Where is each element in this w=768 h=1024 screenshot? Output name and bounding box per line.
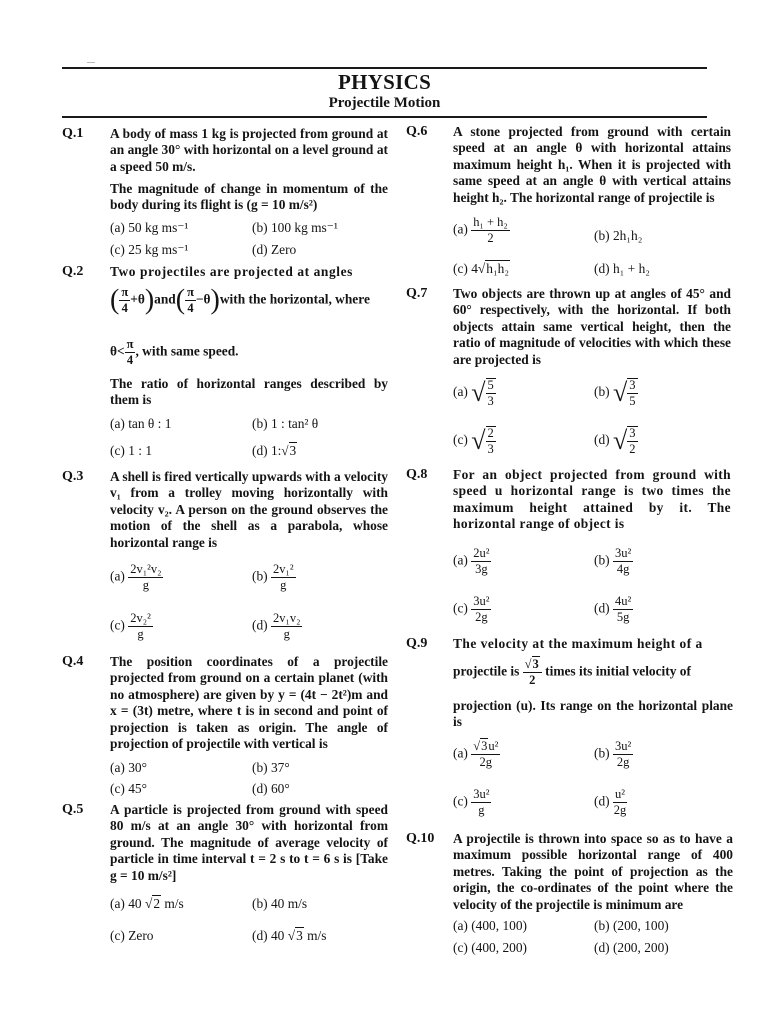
- header-top-rule: [62, 67, 707, 69]
- question-stem: The velocity at the maximum height of a: [453, 636, 703, 651]
- option-b: (b) $\frac{\text{3u²}}{4g}$: [594, 546, 632, 576]
- question-stem-continued: The magnitude of change in momentum of the body during its flight is (g = 10 m/s²): [110, 181, 388, 213]
- option-a: (a) √ $\frac{5}{3}$: [453, 378, 494, 408]
- option-c: (c) 4√h₁h₂: [453, 261, 509, 276]
- question-3: [62, 469, 390, 649]
- option-b: (b) 2h₁h₂: [594, 228, 643, 243]
- option-a: (a) $\frac{\text{2v₁²v₂}}{g}$: [110, 562, 162, 592]
- question-stem-continued: The ratio of horizontal ranges described by them is: [110, 376, 388, 408]
- velocity-ratio: projectile is $\frac{√3}{2}$ times its initial velocity of: [453, 657, 691, 687]
- question-stem-continued: projection (u). Its range on the horizontal plane is: [453, 698, 733, 730]
- question-9: [406, 636, 736, 826]
- option-c: (c) (400, 200): [453, 940, 527, 955]
- question-7: [406, 286, 736, 466]
- option-d: (d) 1:√3: [252, 443, 297, 458]
- option-c: (c) 25 kg ms⁻¹: [110, 242, 189, 257]
- question-5: [62, 802, 390, 952]
- question-number: Q.9: [406, 636, 428, 651]
- option-a: (a) $\frac{\text{√3u²}}{2g}$: [453, 739, 499, 769]
- option-d: (d) 60°: [252, 781, 290, 796]
- question-number: Q.6: [406, 124, 428, 139]
- question-stem: A projectile is thrown into space so as to have a maximum possible horizontal range of 400 metres. Taking the point of projection as the origin, the co-ordinates of the point where the velocity of the projectile is minimum are: [453, 831, 733, 912]
- question-10: [406, 831, 736, 961]
- option-c: (c) $\frac{\text{3u²}}{g}$: [453, 787, 490, 817]
- fraction: $\frac{\pi}{4}$: [187, 285, 194, 315]
- option-b: (b) 1 : tan² θ: [252, 416, 319, 431]
- option-a: (a) 50 kg ms⁻¹: [110, 220, 189, 235]
- angle-condition: θ< $\frac{\pi}{4}$ , with same speed.: [110, 337, 239, 367]
- question-stem: A shell is fired vertically upwards with a velocity v₁ from a trolley moving horizontally with velocity v₂. A person on the ground observes the motion of the shell as a parabola, whose horizontal range is: [110, 469, 388, 550]
- question-number: Q.2: [62, 264, 84, 279]
- option-b: (b) 100 kg ms⁻¹: [252, 220, 338, 235]
- option-d: (d) $\frac{\text{2v₁v₂}}{g}$: [252, 611, 301, 641]
- option-d: (d) √ $\frac{3}{2}$: [594, 426, 636, 456]
- option-c: (c) $\frac{\text{3u²}}{2g}$: [453, 594, 490, 624]
- option-c: (c) √ $\frac{2}{3}$: [453, 426, 494, 456]
- option-c: (c) Zero: [110, 928, 154, 943]
- option-a: (a) 40 √2 m/s: [110, 896, 184, 911]
- option-b: (b) $\frac{\text{2v₁²}}{g}$: [252, 562, 294, 592]
- angle-expression: ( $\frac{\pi}{4}$ +θ)and( $\frac{\pi}{4}$ −θ)with the horizontal, where: [110, 284, 370, 316]
- option-b: (b) $\frac{\text{3u²}}{2g}$: [594, 739, 632, 769]
- option-c: (c) $\frac{\text{2v₂²}}{g}$: [110, 611, 151, 641]
- question-number: Q.10: [406, 831, 435, 846]
- question-number: Q.4: [62, 654, 84, 669]
- option-d: (d) 40 √3 m/s: [252, 928, 327, 943]
- scan-artifact: [87, 62, 95, 63]
- header-bottom-rule: [62, 116, 707, 118]
- subject-title: PHYSICS: [337, 70, 432, 94]
- fraction: $\frac{\pi}{4}$: [121, 285, 129, 315]
- question-4: [62, 654, 390, 799]
- question-6: [406, 124, 736, 284]
- option-d: (d) $\frac{\text{u²}}{2g}$: [594, 787, 627, 817]
- question-stem: Two projectiles are projected at angles: [110, 264, 353, 279]
- option-a: (a) $\frac{\text{h₁ + h₂}}{2}$: [453, 215, 508, 245]
- question-stem: A particle is projected from ground with speed 80 m/s at an angle 30° with horizontal from ground. The magnitude of average velocity of particle in time interval t = 2 s to t = 6 s is [Take g = 10 m/s²]: [110, 802, 388, 883]
- option-c: (c) 1 : 1: [110, 443, 153, 458]
- question-8: [406, 467, 736, 637]
- question-1: [62, 126, 390, 261]
- option-d: (d) (200, 200): [594, 940, 669, 955]
- question-stem: For an object projected from ground with speed u horizontal range is two times the maximum height attained by it. The horizontal range of object is: [453, 467, 731, 532]
- question-stem: Two objects are thrown up at angles of 45° and 60° respectively, with the horizontal. If both objects attain same vertical height, then the ratio of magnitude of velocities with which these are projected is: [453, 286, 731, 367]
- option-d: (d) $\frac{\text{4u²}}{5g}$: [594, 594, 632, 624]
- question-2: [62, 264, 390, 464]
- fraction: $\frac{\pi}{4}$: [126, 337, 134, 367]
- question-stem: A body of mass 1 kg is projected from ground at an angle 30° with horizontal on a level ground at a speed 50 m/s.: [110, 126, 388, 174]
- question-number: Q.8: [406, 467, 428, 482]
- question-number: Q.5: [62, 802, 84, 817]
- option-a: (a) 30°: [110, 760, 147, 775]
- question-number: Q.1: [62, 126, 84, 141]
- option-d: (d) Zero: [252, 242, 297, 257]
- option-b: (b) (200, 100): [594, 918, 669, 933]
- option-b: (b) √ $\frac{3}{5}$: [594, 378, 636, 408]
- option-b: (b) 40 m/s: [252, 896, 308, 911]
- option-a: (a) $\frac{\text{2u²}}{3g}$: [453, 546, 490, 576]
- option-a: (a) tan θ : 1: [110, 416, 172, 431]
- option-c: (c) 45°: [110, 781, 147, 796]
- option-d: (d) h₁ + h₂: [594, 261, 650, 276]
- topic-subtitle: Projectile Motion: [328, 95, 441, 111]
- option-a: (a) (400, 100): [453, 918, 527, 933]
- question-number: Q.3: [62, 469, 84, 484]
- question-number: Q.7: [406, 286, 428, 301]
- option-b: (b) 37°: [252, 760, 290, 775]
- question-stem: The position coordinates of a projectile projected from ground on a certain planet (with no atmosphere) are given by y = (4t − 2t²)m and x = (3t) metre, where t is in second and point of projection is taken as origin. The angle of projection of projectile with vertical is: [110, 654, 388, 752]
- question-stem: A stone projected from ground with certain speed at an angle θ with horizontal attains maximum height h₁. When it is projected with same speed at an angle θ with vertical attains height h₂. The horizontal range of projectile is: [453, 124, 731, 205]
